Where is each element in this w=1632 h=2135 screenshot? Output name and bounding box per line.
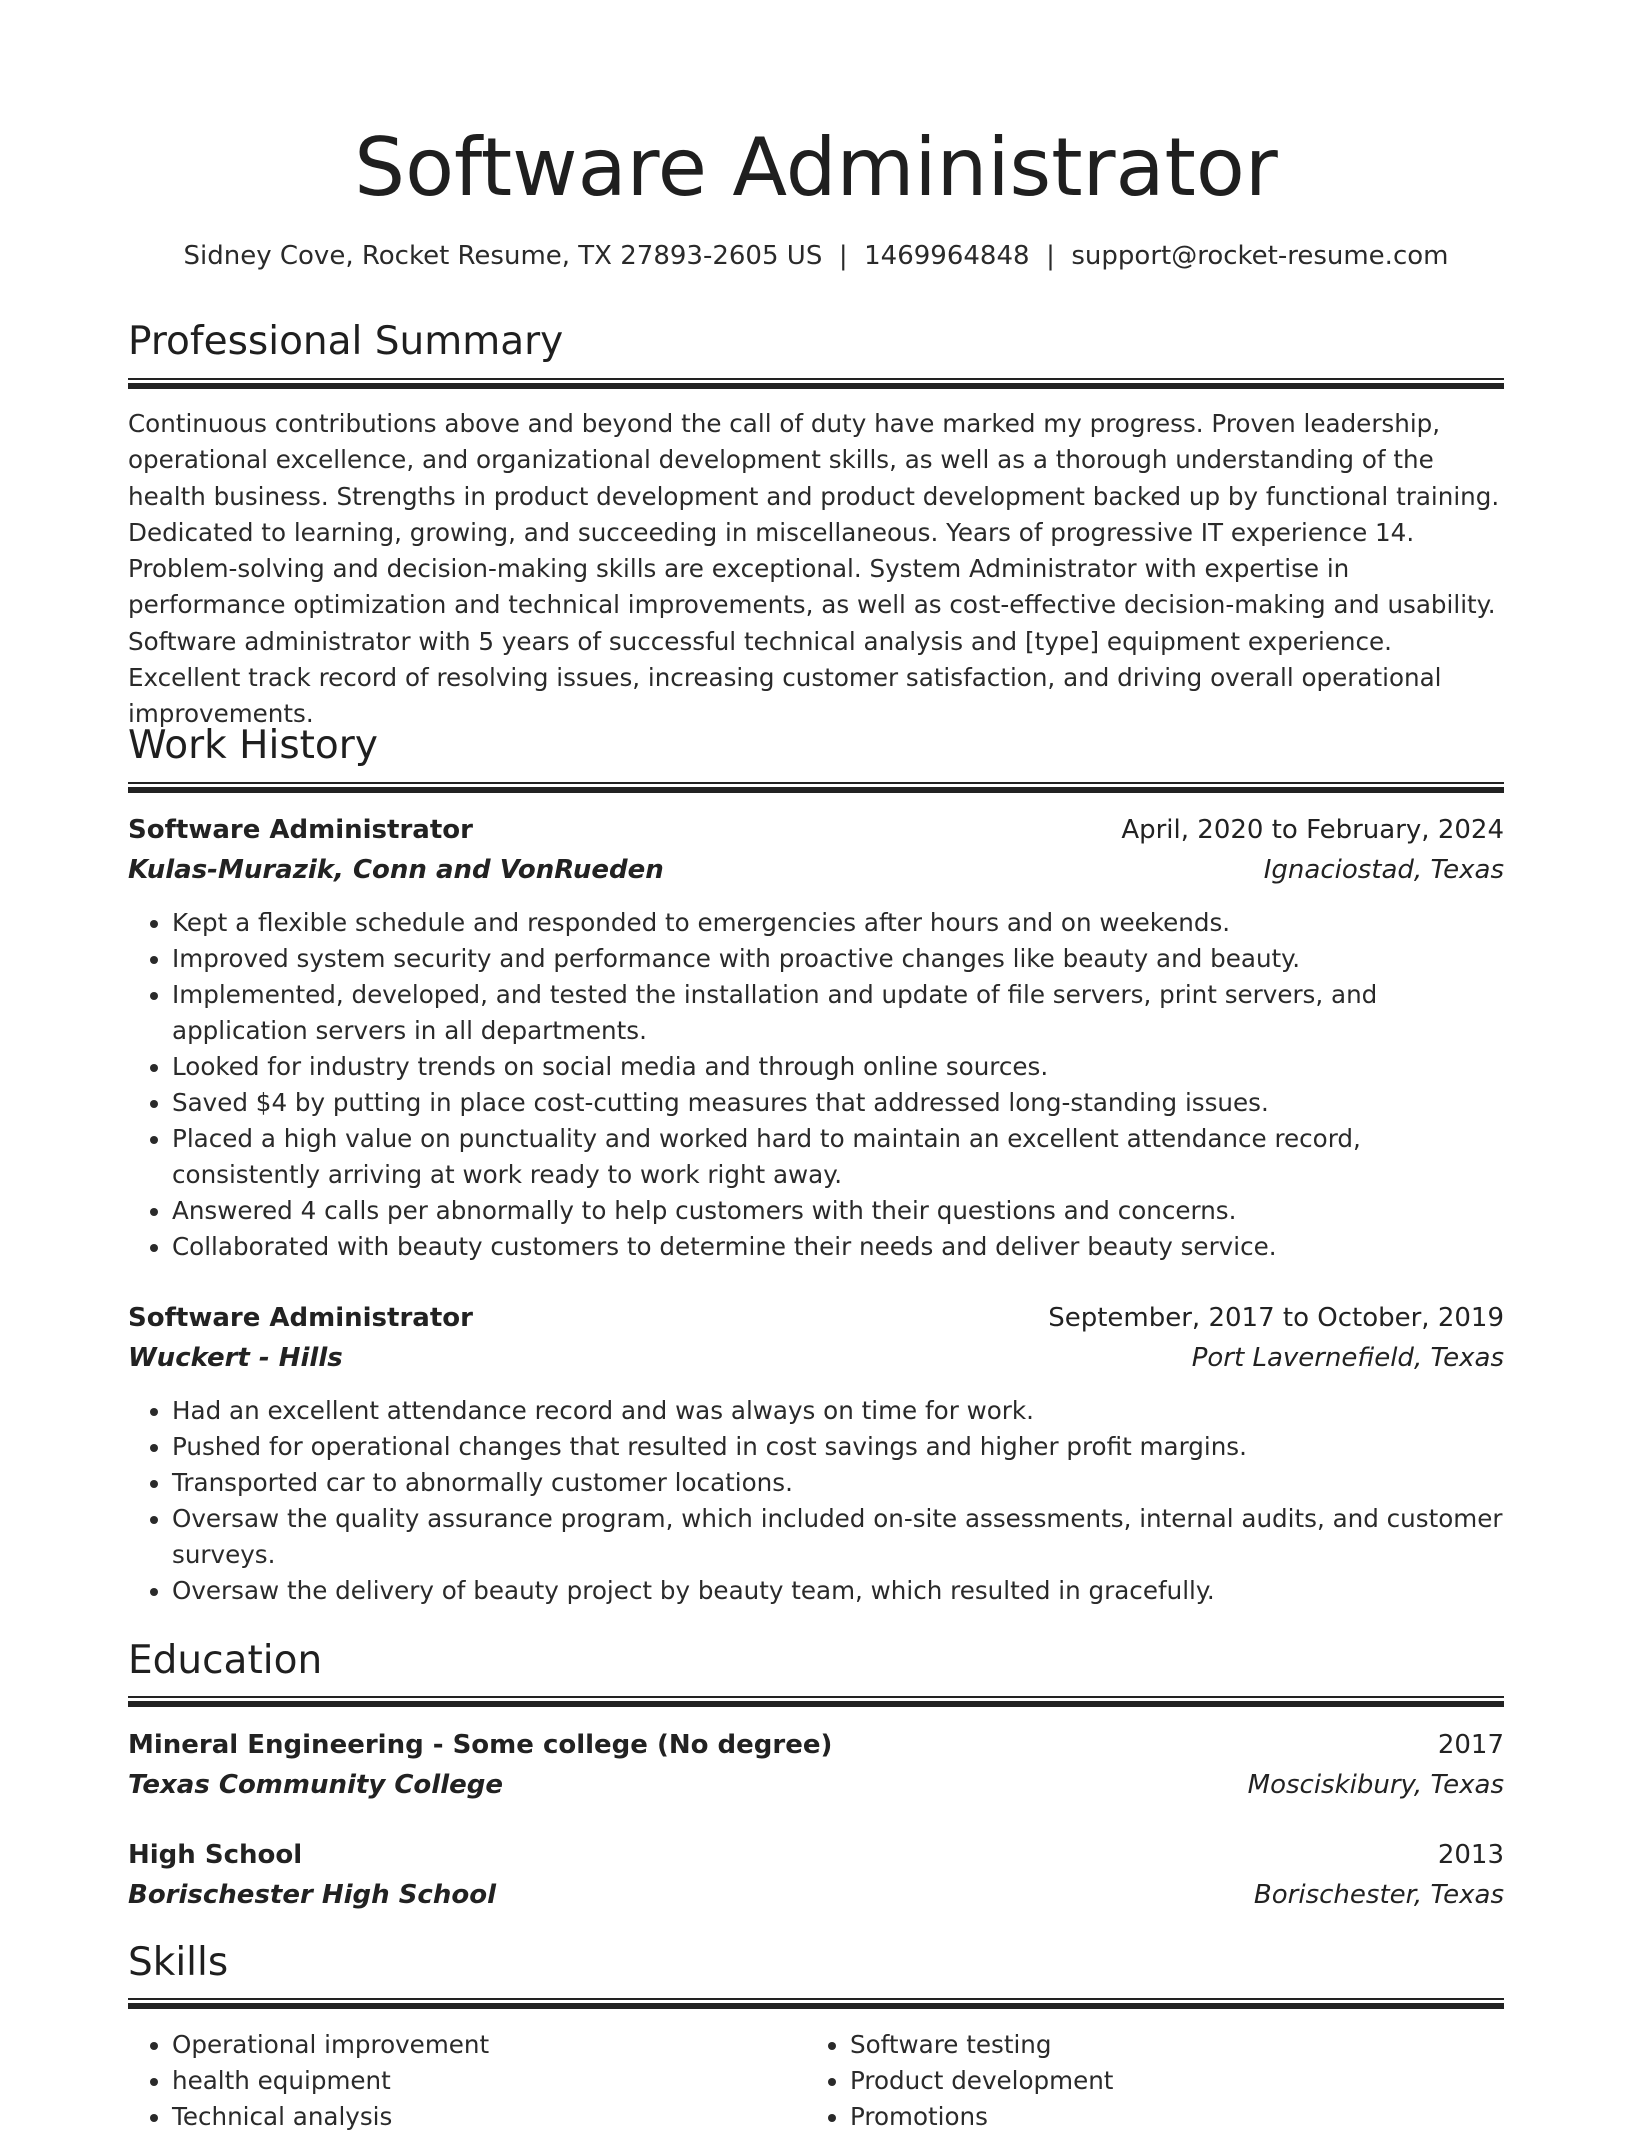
job-header-row bbox=[128, 810, 1504, 850]
education-degree: Mineral Engineering - Some college (No degree) bbox=[128, 1730, 833, 1760]
education-school: Texas Community College bbox=[128, 1770, 503, 1800]
section-title-summary: Professional Summary bbox=[128, 319, 564, 364]
job-bullet-list bbox=[128, 1393, 1504, 1609]
job-header-row bbox=[128, 1298, 1504, 1338]
job-bullet: • Saved $4 by putting in place cost-cutting measures that addressed long-standing issues. bbox=[172, 1085, 1504, 1121]
job-company: Wuckert - Hills bbox=[128, 1343, 343, 1373]
education-year: 2013 bbox=[1437, 1840, 1504, 1870]
skills-list-left bbox=[128, 2027, 804, 2135]
candidate-name: Software Administrator bbox=[354, 121, 1278, 214]
job-bullet: • Pushed for operational changes that resulted in cost savings and higher profit margins. bbox=[172, 1429, 1504, 1465]
education-school: Borischester High School bbox=[128, 1880, 496, 1910]
education-location: Borischester, Texas bbox=[1253, 1880, 1504, 1910]
section-title-education: Education bbox=[128, 1638, 323, 1683]
job-company-row bbox=[128, 850, 1504, 890]
job-dates: April, 2020 to February, 2024 bbox=[1121, 815, 1504, 845]
skill-item: • Operational improvement bbox=[172, 2027, 804, 2063]
education-school-row bbox=[128, 1765, 1504, 1805]
job-location: Port Lavernefield, Texas bbox=[1191, 1343, 1504, 1373]
section-divider bbox=[128, 378, 1504, 389]
job-company: Kulas-Murazik, Conn and VonRueden bbox=[128, 855, 664, 885]
job-dates: September, 2017 to October, 2019 bbox=[1048, 1303, 1504, 1333]
education-degree: High School bbox=[128, 1840, 303, 1870]
job-bullet: • Placed a high value on punctuality and worked hard to maintain an excellent attendance record, consistently arriving at work ready to work right away. bbox=[172, 1121, 1504, 1193]
job-bullet: • Answered 4 calls per abnormally to help customers with their questions and concerns. bbox=[172, 1193, 1504, 1229]
education-header-row bbox=[128, 1835, 1504, 1875]
job-bullet: • Had an excellent attendance record and was always on time for work. bbox=[172, 1393, 1504, 1429]
skill-item: • Software testing bbox=[850, 2027, 1504, 2063]
section-divider bbox=[128, 782, 1504, 793]
education-header-row bbox=[128, 1725, 1504, 1765]
job-bullet: • Implemented, developed, and tested the installation and update of file servers, print servers, and application servers in all departments. bbox=[172, 977, 1504, 1049]
job-title: Software Administrator bbox=[128, 815, 473, 845]
job-company-row bbox=[128, 1338, 1504, 1378]
job-bullet: • Transported car to abnormally customer locations. bbox=[172, 1465, 1504, 1501]
job-bullet: • Collaborated with beauty customers to determine their needs and deliver beauty service. bbox=[172, 1229, 1504, 1265]
education-location: Mosciskibury, Texas bbox=[1247, 1770, 1504, 1800]
education-year: 2017 bbox=[1437, 1730, 1504, 1760]
job-bullet: • Looked for industry trends on social media and through online sources. bbox=[172, 1049, 1504, 1085]
job-location: Ignaciostad, Texas bbox=[1263, 855, 1504, 885]
job-bullet-list bbox=[128, 905, 1504, 1265]
section-title-skills: Skills bbox=[128, 1940, 229, 1985]
job-bullet: • Oversaw the quality assurance program, which included on-site assessments, internal audits, and customer surveys. bbox=[172, 1501, 1504, 1573]
skill-item: • health equipment bbox=[172, 2063, 804, 2099]
job-bullet: • Oversaw the delivery of beauty project by beauty team, which resulted in gracefully. bbox=[172, 1573, 1504, 1609]
job-bullet: • Kept a flexible schedule and responded to emergencies after hours and on weekends. bbox=[172, 905, 1504, 941]
skill-item: • Promotions bbox=[850, 2099, 1504, 2135]
summary-paragraph: Continuous contributions above and beyond the call of duty have marked my progress. Proven leadership, operational excellence, and organizational development skills, as well as a thorough understanding of the health business. Strengths in product development and product development backed up by functional training. Dedicated to learning, growing, and succeeding in miscellaneous. Years of progressive IT experience 14. Problem-solving and decision-making skills are exceptional. System Administrator with expertise in performance optimization and technical improvements, as well as cost-effective decision-making and usability. Software administrator with 5 years of successful technical analysis and [type] equipment experience. Excellent track record of resolving issues, increasing customer satisfaction, and driving overall operational improvements. bbox=[128, 409, 1500, 729]
education-school-row bbox=[128, 1875, 1504, 1915]
section-divider bbox=[128, 1998, 1504, 2009]
skill-item: • Technical analysis bbox=[172, 2099, 804, 2135]
section-title-work-history: Work History bbox=[128, 723, 378, 768]
skills-list-right bbox=[806, 2027, 1504, 2135]
job-bullet: • Improved system security and performance with proactive changes like beauty and beauty. bbox=[172, 941, 1504, 977]
skill-item: • Product development bbox=[850, 2063, 1504, 2099]
section-divider bbox=[128, 1696, 1504, 1707]
contact-line: Sidney Cove, Rocket Resume, TX 27893-2605 US | 1469964848 | support@rocket-resume.com bbox=[183, 241, 1449, 271]
job-title: Software Administrator bbox=[128, 1303, 473, 1333]
